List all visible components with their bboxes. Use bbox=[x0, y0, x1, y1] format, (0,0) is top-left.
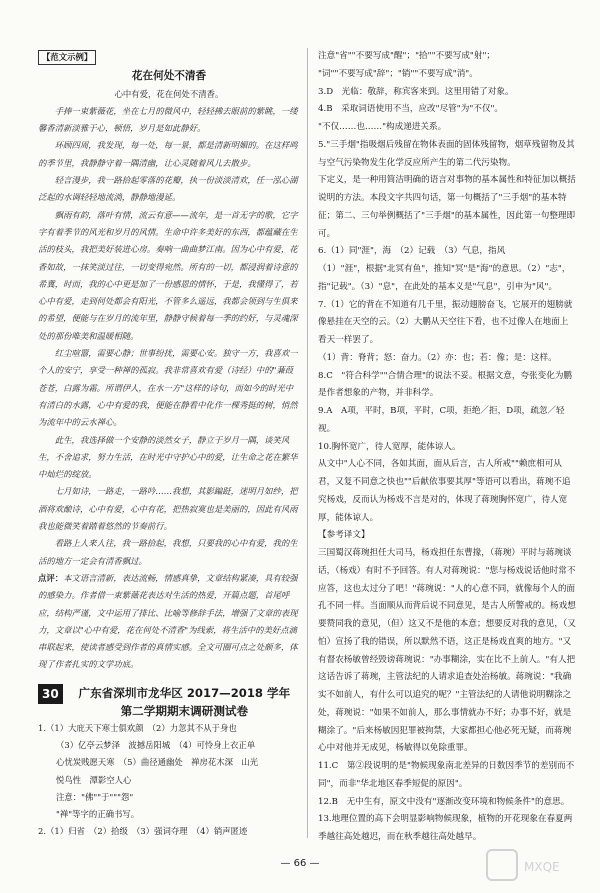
explanation-line: 5."三手烟"指吸烟后残留在物体表面的固体残留物，烟草残留物及其与空气污染物发生化学反应所产生的第二代污染物。 bbox=[318, 139, 575, 168]
answer-explanations bbox=[318, 48, 576, 847]
column-divider bbox=[307, 48, 308, 838]
essay-paragraph: 手捧一束紫薇花，坐在七月的微风中，轻轻拂去眼前的紫眺，一缕馨香清新淡雅于心，顿悟，岁月是如此静好。 bbox=[38, 105, 298, 134]
explanation-line: "不仅……也……"构成递进关系。 bbox=[318, 122, 447, 132]
test-number: 30 bbox=[38, 684, 63, 704]
explanation-line: 9.A A项，平时，B项，平时，C项，拒绝／拒，D项，疏忽／轻视。 bbox=[318, 406, 565, 434]
answer-line: （3）亿亭云梦泽 波撼岳阳城 （4）可怜身上衣正单 bbox=[56, 739, 256, 750]
essay-paragraph: 七月如诗，一路走，一路吟……我想，其影蹁跹，迷明月如纱，把酒将欢酿诗，心中有爱，心中有花，把热寂寞也是美丽的，因此有风雨我也能微笑着踏着悠然的节奏前行。 bbox=[38, 486, 298, 532]
essay-comment bbox=[38, 570, 300, 674]
explanation-line: 13.地理位置的高下会明显影响物候现象，植物的开花现象在春夏两季越往高处越迟，而在秋季越往高处越早。 bbox=[318, 814, 573, 842]
explanation-line: 12.B 无中生有，原文中没有"逐渐改变环境和物候条件"的意思。 bbox=[318, 796, 570, 807]
answer-line: 2.（1）归省 （2）拾级 （3）强词夺理 （4）销声匿迹 bbox=[38, 826, 248, 837]
essay-body bbox=[38, 103, 300, 570]
answer-line: 心忧炭贱愿天寒 （5）曲径通幽处 禅房花木深 山光 bbox=[56, 757, 259, 768]
answer-line: 1.（1）大庇天下寒士俱欢颜 （2）力忽其不从于身也 bbox=[38, 722, 237, 733]
explanation-line: 三国蜀汉蒋琬担任大司马，杨戏担任东曹掾，（蒋琬）平时与蒋琬谈话，（杨戏）有时不予回答。有人对蒋琬说："您与杨戏说话他时常不应答，这也太过分了吧！"蒋琬说："人的心意不同，就像每个人的面孔不同一样。当面顺从而背后说不同意见，是古人所警戒的。杨戏想要赞同我的意见，（但）这又不是他的本意；想要反对我的意见，（又怕）宣扬了我的错误，所以默然不语，这正是杨戏直爽的地方。"又有督农杨敏曾经毁谤蒋琬说："办事糊涂，实在比不上前人。"有人把这话告诉了蒋琬，主管法纪的人请求追查处治杨敏。蒋琬说："我确实不如前人，有什么可以追究的呢？"主管法纪的人请他说明糊涂之处，蒋琬说："如果不如前人，那么事情就办不好；办事不好，就是糊涂了。"后来杨敏因犯罪被拘禁，大家都担心他必死无疑，而蒋琬心中对他并无成见，杨敏得以免除重罪。 bbox=[318, 548, 576, 754]
essay-paragraph: 此生，我选择做一个安静的淡然女子，静立于岁月一隅，谈笑风生，不舍追求，努力生活，在时光中守护心中的爱，让生命之花在繁华中灿烂的绽放。 bbox=[38, 434, 298, 480]
explanation-line: 11.C 第②段说明的是"物候现象南北差异的日数因季节的差别而不同"，而非"华北地区春季短促的原因"。 bbox=[318, 761, 575, 789]
explanation-line: 从文中"人心不同，各如其面，面从后言，古人所戒""赖庶相可从君，又复不同意之快也""后献依事要其厚"等语可以看出，蒋琬不追究杨戏，反而认为杨戏不言是对的，体现了蒋琬胸怀宽广，待人宽厚，能体谅人。 bbox=[318, 459, 571, 523]
test-title-line2: 第二学期期末调研测试卷 bbox=[120, 703, 249, 718]
right-column bbox=[318, 48, 576, 847]
svg-text:MXQE: MXQE bbox=[524, 860, 560, 874]
explanation-line: （1）背：脊背；怒：奋力。（2）亦：也；若：像；是：这样。 bbox=[318, 352, 557, 363]
answer-list bbox=[38, 720, 300, 841]
explanation-line: （1）"涯"，根据"北冥有鱼"，推知"冥"是"海"的意思。（2）"志"，指"记载"。（3）"息"，在此处的基本义是"气息"，引申为"风"。 bbox=[318, 264, 571, 292]
essay-paragraph: 环顾四周，我发现，每一处，每一景，都是清新明媚的。在这样鸣的季节里，我静静守着一隅清幽，让心灵随着风儿去散步。 bbox=[38, 140, 298, 168]
essay-paragraph: 飘雨有韵，落叶有情，流云有意——流年，是一首无字的歌，它字字有着季节的风光和岁月的风情。生命中许多美好的东西，都蕴藏在生活的枝头，我把美好装进心房。奏响一曲曲梦江南。因为心中有爱，花香如故，一抹笑淡过往，一切变得宛然。所有的一切，都浸润着诗意的希冀，时而，我的心中更是加了一份感恩的情怀，于是，我懂得了，若心中有爱，走到何处都会有阳光，不管多么遥远，我都会领到与生俱来的希望，便能与在岁月的流年里，静静守候着每一季的约好，与灵魂深处的那份唯美和温暖相随。 bbox=[38, 209, 298, 341]
explanation-line: 3.D 光临：敬辞，称宾客来到。这里用错了对象。 bbox=[318, 86, 514, 97]
page-number: — 66 — bbox=[280, 858, 320, 869]
answer-line: "禅"等字的正确书写。 bbox=[56, 809, 140, 820]
section-label: 【 范文示例 】 bbox=[38, 50, 96, 65]
comment-text: 本文语言清新，表达流畅，情感真挚，文章结构紧凑，具有较强的感染力。作者借一束紫薇花表达对生活的热爱，开篇点题，首尾呼应，结构严谨，文中运用了排比、比喻等修辞手法，增强了文章的表现力，文章以"心中有爱，花在何处不清香"为线索，将生活中的美好点滴串联起来，使读者感受到作者的真情实感。全文可圈可点之处颇多，体现了作者扎实的文学功底。 bbox=[38, 572, 298, 670]
explanation-line: 【参考译文】 bbox=[318, 530, 370, 541]
essay-paragraph: 轻言漫步，我一路拾起零落的花瓣，执一份淡淡清欢，任一泓心湖泛起的水调轻轻地流淌，静静地漫延。 bbox=[38, 175, 298, 203]
explanation-line: 6.（1）同"涯"，海 （2）记载 （3）气息，指风 bbox=[318, 246, 506, 257]
explanation-line: 8.C "符合科学""合情合理"的说法不妥。根据文意，夸张变化为鹏是作者想象的产物，并非科学。 bbox=[318, 370, 573, 399]
test-header bbox=[38, 684, 300, 720]
explanation-line: 下定义，是一种用简洁明确的语言对事物的基本属性和特征加以概括说明的方法。本段文字共四句话，第一句概括了"三手烟"的基本特征；第二、三句举例概括了"三手烟"的基本属性，因此第一句整理即可。 bbox=[318, 175, 576, 239]
watermark-logo bbox=[486, 849, 586, 883]
explanation-line: "词""不要写成"辞"；"销""不要写成"消"。 bbox=[318, 68, 478, 79]
answer-line: 注意："佛""于"""怨" bbox=[56, 791, 134, 802]
comment-label: 点评： bbox=[38, 572, 64, 583]
left-column bbox=[38, 48, 300, 841]
explanation-line: 7.（1）它的背在不知道有几千里，振动翅膀奋飞，它展开的翅膀就像悬挂在天空的云。（2）大鹏从天空往下看，也不过像人在地面上看天一样罢了。 bbox=[318, 299, 573, 345]
essay-paragraph: 红尘喧嚣，需要心静；世事纷扰，需要心安。独守一方，我喜欢一个人的安宁，享受一种禅的孤寂。我非常喜欢有爱（诗经）中的"蒹葭苍苍，白露为霜。所谓伊人，在水一方"这样的诗句，而如今的时光中有清白的水露，心中有爱的我，便能在静看中化作一棵秀挺的树，悄然为流年中的云水禅心。 bbox=[38, 348, 298, 428]
explanation-line: 注意"省""不要写成"醒"；"拾""不要写成"射"； bbox=[318, 51, 496, 61]
explanation-line: 4.B 采取词语使用不当，应改"尽管"为"不仅"。 bbox=[318, 104, 504, 115]
test-title bbox=[69, 684, 300, 720]
essay-paragraph: 看路上人来人往，我一路拾起，我想，只要我的心中有爱，我的生活的地方一定会有清香飘过。 bbox=[38, 538, 298, 566]
answer-line: 悦鸟性 潭影空人心 bbox=[56, 774, 132, 785]
explanation-line: 10.胸怀宽广，待人宽厚，能体谅人。 bbox=[318, 441, 461, 452]
essay-subtitle: 心中有爱，花在何处不清香。 bbox=[114, 88, 224, 99]
test-title-line1: 广东省深圳市龙华区 2017—2018 学年 bbox=[78, 685, 291, 700]
essay-title: 花在何处不清香 bbox=[131, 70, 207, 83]
